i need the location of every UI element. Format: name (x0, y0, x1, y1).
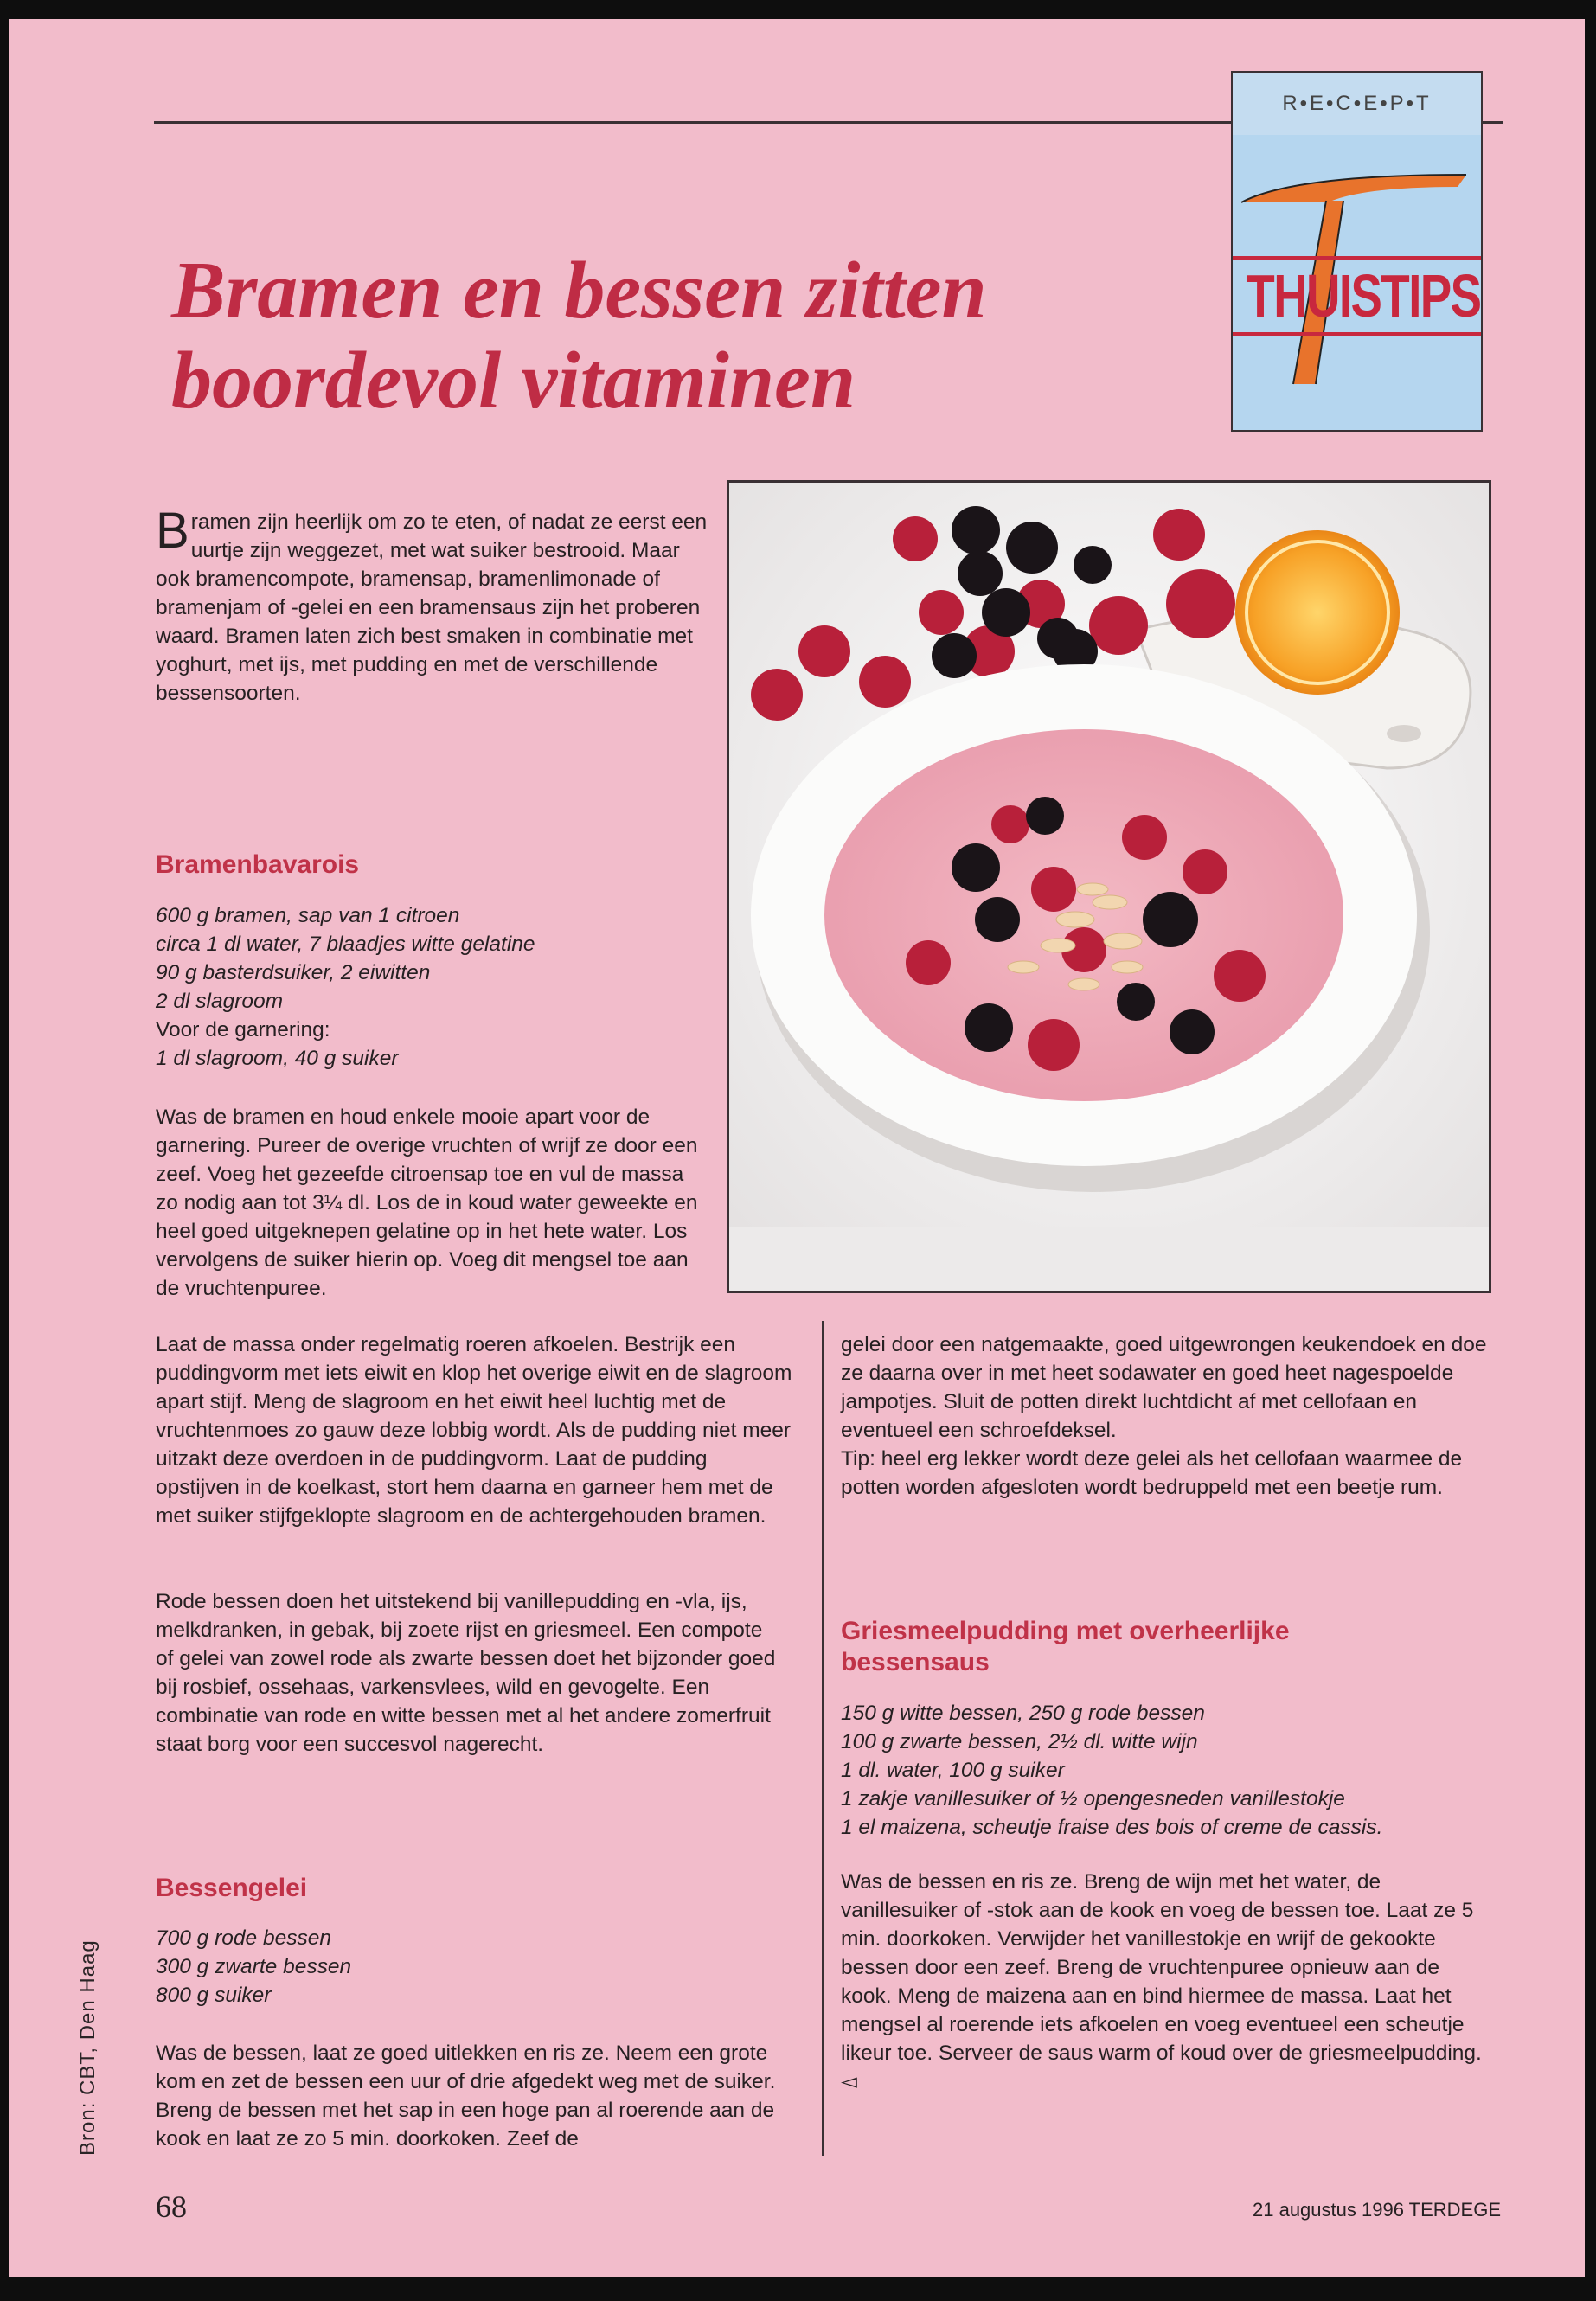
tip-bessengelei: Tip: heel erg lekker wordt deze gelei als het cellofaan waarmee de potten worden afgesloten wordt bedruppeld met een beetje rum. (841, 1447, 1463, 1499)
page-number: 68 (156, 2189, 187, 2224)
ingredient-line: 1 el maizena, scheutje fraise des bois of creme de cassis. (841, 1816, 1383, 1839)
garnish-label: Voor de garnering: (156, 1018, 330, 1042)
dessert-photo (727, 480, 1491, 1293)
berry-bowl-illustration (729, 483, 1489, 1291)
magazine-page (9, 19, 1585, 2277)
method-bramenbavarois-part2: Laat de massa onder regelmatig roeren afkoelen. Bestrijk een puddingvorm met iets eiwit en klop het overige eiwit en de slagroom apart stijf. Meng de slagroom en het eiwit heel luchtig met de vruchtenmoes zo gauw deze lobbig wordt. Als de pudding niet meer uitzakt deze overdoen in de puddingvorm. Laat de pudding opstijven in de koelkast, stort hem daarna en garneer hem met de met suiker stijfgeklopte slagroom en de achtergehouden bramen. (156, 1333, 792, 1528)
intro-text: ramen zijn heerlijk om zo te eten, of nadat ze eerst een uurtje zijn weggezet, met wat suiker bestrooid. Maar ook bramencompote, bramensap, bramenlimonade of bramenjam of -gelei en een bramensaus zijn het proberen waard. Bramen laten zich best smaken in combinatie met yoghurt, met ijs, met pudding en met de verschillende bessensoorten. (156, 510, 708, 705)
title-line-1: Bramen en bessen zitten (171, 246, 987, 336)
ingredients-griesmeelpudding (841, 1699, 1491, 1842)
badge-title: THUISTIPS (1246, 262, 1481, 330)
ingredients-bramenbavarois (156, 901, 709, 1073)
ingredients-bessengelei (156, 1924, 502, 2009)
bessen-paragraph: Rode bessen doen het uitstekend bij vanillepudding en -vla, ijs, melkdranken, in gebak, bij zoete rijst en griesmeel. Een compote of gelei van zowel rode als zwarte bessen doet het bijzonder goed bij rosbief, ossehaas, varkensvlees, wild en gevogelte. Een combinatie van rode en witte bessen met al het andere zomerfruit staat borg voor een succesvol nagerecht. (156, 1590, 776, 1756)
article-title (171, 246, 1296, 426)
ingredient-line: 300 g zwarte bessen (156, 1955, 352, 1978)
ingredient-line: 800 g suiker (156, 1984, 272, 2007)
method-bramenbavarois-part1: Was de bramen en houd enkele mooie apart voor de garnering. Pureer de overige vruchten of wrijf ze door een zeef. Voeg het gezeefde citroensap toe en vul de massa zo nodig aan tot 3¼ dl. Los de in koud water geweekte en heel goed uitgeknepen gelatine op in het hete water. Los vervolgens de suiker hierin op. Voeg dit mengsel toe aan de vruchtenpuree. (156, 1106, 698, 1300)
recipe-title-bessengelei: Bessengelei (156, 1874, 308, 1902)
column-divider (822, 1321, 824, 2156)
badge-label: R•E•C•E•P•T (1233, 73, 1481, 135)
ingredient-line: 150 g witte bessen, 250 g rode bessen (841, 1702, 1205, 1725)
ingredient-line: 90 g basterdsuiker, 2 eiwitten (156, 961, 431, 984)
method-bessengelei: Was de bessen, laat ze goed uitlekken en ris ze. Neem een grote kom en zet de bessen een uur of drie afgedekt weg met de suiker. Breng de bessen met het sap in een hoge pan al roerende aan de kook en laat ze zo 5 min. doorkoken. Zeef de (156, 2041, 776, 2150)
footer-date: 21 augustus 1996 TERDEGE (1253, 2199, 1501, 2221)
ingredient-line: 1 zakje vanillesuiker of ½ opengesneden vanillestokje (841, 1787, 1345, 1811)
ingredient-line: 700 g rode bessen (156, 1926, 331, 1950)
source-credit: Bron: CBT, Den Haag (76, 1939, 99, 2156)
recipe-title-bramenbavarois: Bramenbavarois (156, 850, 360, 879)
ingredient-line: circa 1 dl water, 7 blaadjes witte gelatine (156, 933, 535, 956)
drop-cap: B (156, 503, 189, 559)
recipe-title-griesmeelpudding: Griesmeelpudding met overheerlijke bessensaus (841, 1617, 1290, 1676)
ingredient-line: 2 dl slagroom (156, 990, 284, 1013)
method-bessengelei-continued: gelei door een natgemaakte, goed uitgewrongen keukendoek en doe ze daarna over in met heet sodawater en goed heet nagespoelde jampotjes. Sluit de potten direkt luchtdicht af met cellofaan en eventueel een schroefdeksel. (841, 1333, 1487, 1442)
ingredient-line: 600 g bramen, sap van 1 citroen (156, 904, 460, 927)
intro-paragraph (156, 503, 709, 708)
title-line-2: boordevol vitaminen (171, 336, 856, 426)
ingredient-line: 1 dl. water, 100 g suiker (841, 1759, 1065, 1782)
ingredient-line: 100 g zwarte bessen, 2½ dl. witte wijn (841, 1730, 1198, 1753)
garnish-ingredients: 1 dl slagroom, 40 g suiker (156, 1047, 399, 1070)
method-griesmeelpudding: Was de bessen en ris ze. Breng de wijn met het water, de vanillesuiker of -stok aan de kook en voeg de bessen toe. Laat ze 5 min. doorkoken. Verwijder het vanillestokje en wrijf de gekookte bessen door een zeef. Breng de vruchtenpuree opnieuw aan de kook. Meng de maizena aan en bind hiermee de massa. Laat het mengsel al roerende iets afkoelen en voeg eventueel een scheutje likeur toe. Serveer de saus warm of koud over de griesmeelpudding. ◅ (841, 1870, 1482, 2093)
